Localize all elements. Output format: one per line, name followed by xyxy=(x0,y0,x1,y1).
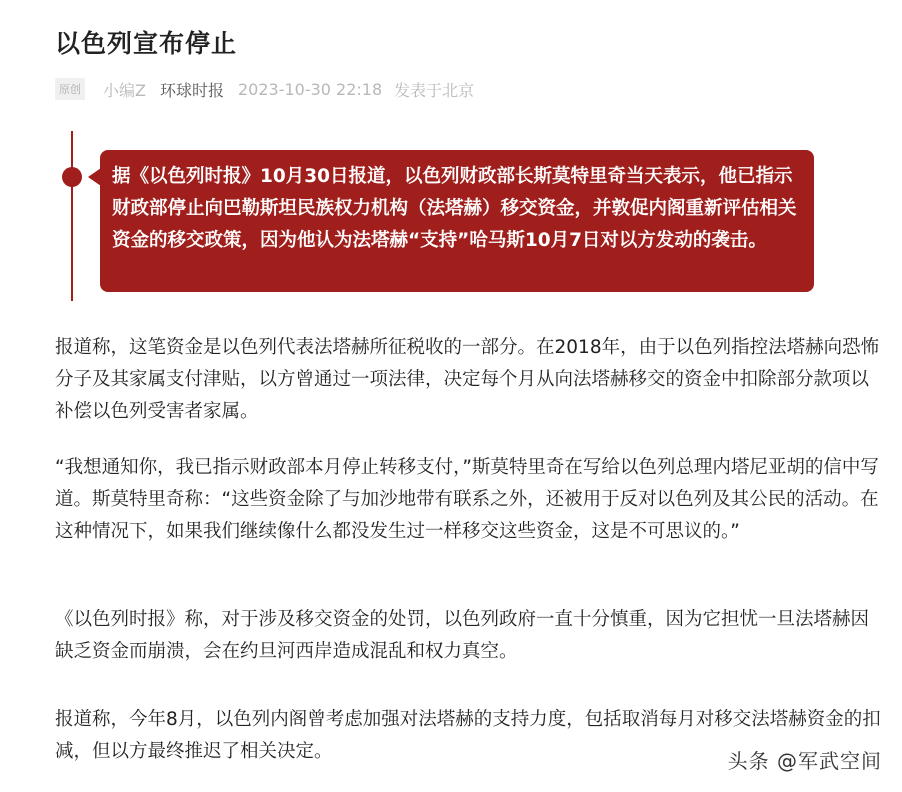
article-meta xyxy=(55,78,474,100)
publish-time: 2023-10-30 22:18 xyxy=(237,79,383,99)
publish-location: 发表于北京 xyxy=(394,80,475,100)
article-title: 以色列宣布停止 xyxy=(55,29,238,58)
original-badge: 原创 xyxy=(55,78,85,100)
paragraph-2: “我想通知你，我已指示财政部本月停止转移支付，”斯莫特里奇在写给以色列总理内塔尼亚胡的信中写道。斯莫特里奇称：“这些资金除了与加沙地带有联系之外，还被用于反对以色列及其公民的活动。在这种情况下，如果我们继续像什么都没发生过一样移交这些资金，这是不可思议的。” xyxy=(55,457,879,542)
paragraph-3: 《以色列时报》称，对于涉及移交资金的处罚，以色列政府一直十分慎重，因为它担忧一旦法塔赫因缺乏资金而崩溃，会在约旦河西岸造成混乱和权力真空。 xyxy=(55,609,870,662)
watermark: 头条 @军武空间 xyxy=(727,749,882,773)
timeline-line xyxy=(71,131,73,301)
source-link[interactable]: 环球时报 xyxy=(159,80,224,100)
paragraph-4: 报道称，今年8月，以色列内阁曾考虑加强对法塔赫的支持力度，包括取消每月对移交法塔赫资金的扣减，但以方最终推迟了相关决定。 xyxy=(55,709,881,762)
paragraph-1: 报道称，这笔资金是以色列代表法塔赫所征税收的一部分。在2018年，由于以色列指控法塔赫向恐怖分子及其家属支付津贴，以方曾通过一项法律，决定每个月从向法塔赫移交的资金中扣除部分款项以补偿以色列受害者家属。 xyxy=(55,337,880,422)
summary-callout: 据《以色列时报》10月30日报道，以色列财政部长斯莫特里奇当天表示，他已指示财政部停止向巴勒斯坦民族权力机构（法塔赫）移交资金，并敦促内阁重新评估相关资金的移交政策，因为他认为法塔赫“支持”哈马斯10月7日对以方发动的袭击。 xyxy=(100,150,814,292)
author-link[interactable]: 小编Z xyxy=(103,80,146,100)
timeline-dot-icon xyxy=(62,167,82,187)
